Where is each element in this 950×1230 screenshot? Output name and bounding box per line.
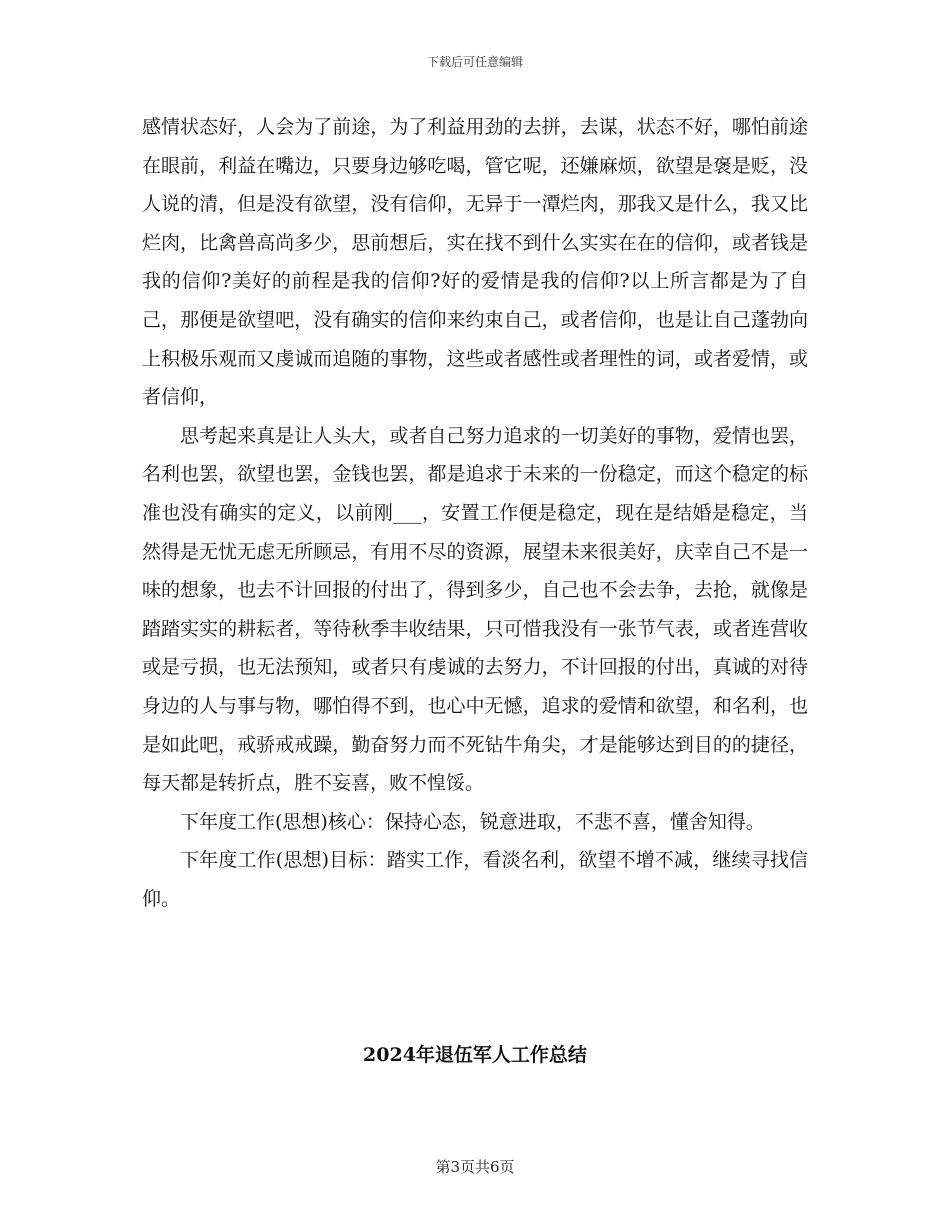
document-body [142, 108, 808, 918]
page-footer: 第3页共6页 [435, 1158, 515, 1176]
paragraph-3: 下年度工作(思想)核心：保持心态，锐意进取，不悲不喜，懂舍知得。 [180, 810, 765, 833]
paragraph-4: 下年度工作(思想)目标：踏实工作，看淡名利，欲望不增不减，继续寻找信仰。 [142, 849, 808, 910]
paragraph-1: 感情状态好，人会为了前途，为了利益用劲的去拼，去谋，状态不好，哪怕前途在眼前，利益在嘴边，只要身边够吃喝，管它呢，还嫌麻烦，欲望是褒是贬，没人说的清，但是没有欲望，没有信仰，无异于一潭烂肉，那我又是什么，我又比烂肉，比禽兽高尚多少，思前想后，实在找不到什么实实在在的信仰，或者钱是我的信仰?美好的前程是我的信仰?好的爱情是我的信仰?以上所言都是为了自己，那便是欲望吧，没有确实的信仰来约束自己，或者信仰，也是让自己蓬勃向上积极乐观而又虔诚而追随的事物，这些或者感性或者理性的词，或者爱情，或者信仰， [142, 116, 808, 409]
page-header: 下载后可任意编辑 [426, 55, 523, 69]
paragraph-2: 思考起来真是让人头大，或者自己努力追求的一切美好的事物，爱情也罢，名利也罢，欲望也罢，金钱也罢，都是追求于未来的一份稳定，而这个稳定的标准也没有确实的定义，以前刚___，安置工作便是稳定，现在是结婚是稳定，当然得是无忧无虑无所顾忌，有用不尽的资源，展望未来很美好，庆幸自己不是一味的想象，也去不计回报的付出了，得到多少，自己也不会去争，去抢，就像是踏踏实实的耕耘者，等待秋季丰收结果，只可惜我没有一张节气表，或者连营收或是亏损，也无法预知，或者只有虔诚的去努力，不计回报的付出，真诚的对待身边的人与事与物，哪怕得不到，也心中无憾，追求的爱情和欲望，和名利，也是如此吧，戒骄戒戒躁，勤奋努力而不死钻牛角尖，才是能够达到目的的捷径，每天都是转折点，胜不妄喜，败不惶馁。 [142, 424, 808, 795]
section-title: 2024年退伍军人工作总结 [363, 1044, 587, 1066]
